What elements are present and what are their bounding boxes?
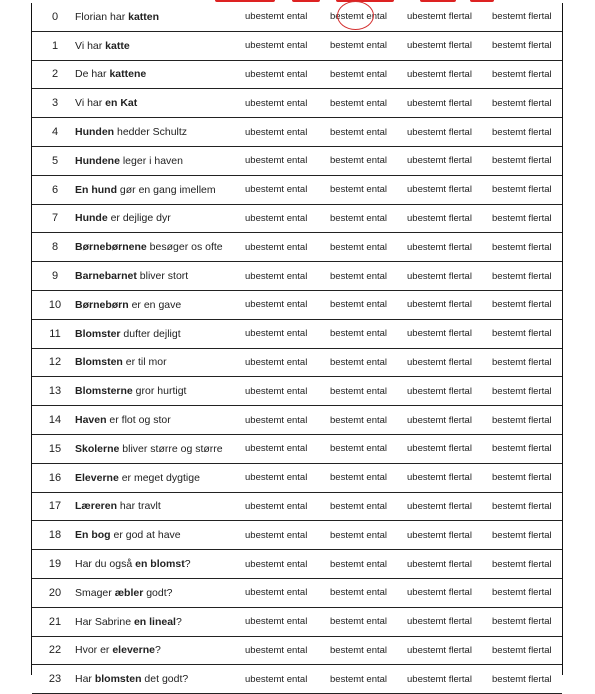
answer-option[interactable]: bestemt ental [330,587,388,599]
answer-option[interactable]: ubestemt ental [245,673,308,685]
table-row [32,579,562,608]
sentence [75,97,137,109]
sentence [75,558,191,570]
sentence [75,155,183,167]
sentence-part: besøger os ofte [146,241,223,254]
answer-option[interactable]: bestemt flertal [492,587,552,599]
table-row [32,176,562,205]
row-index: 1 [51,39,59,52]
highlighted-noun: En bog [75,529,111,542]
sentence-part: gror hurtigt [132,385,187,398]
answer-option[interactable]: bestemt ental [330,616,388,628]
answer-option[interactable]: bestemt flertal [492,414,552,426]
answer-option[interactable]: bestemt ental [330,472,388,484]
answer-option[interactable]: bestemt flertal [492,500,552,512]
answer-option[interactable]: bestemt ental [330,385,388,397]
table-row [32,320,562,349]
highlighted-noun: Læreren [75,500,118,513]
highlighted-noun: en lineal [133,615,176,628]
answer-option[interactable]: bestemt flertal [492,97,552,109]
row-index: 22 [48,644,62,657]
table-row [32,665,562,694]
answer-option[interactable]: ubestemt ental [245,212,308,224]
sentence-part: Florian har [75,10,129,23]
answer-option[interactable]: bestemt flertal [492,644,552,656]
sentence [75,500,161,512]
answer-option[interactable]: bestemt ental [330,126,388,138]
answer-option[interactable]: bestemt ental [330,558,388,570]
answer-option[interactable]: ubestemt flertal [407,500,472,512]
answer-option[interactable]: bestemt flertal [492,11,552,23]
answer-option[interactable]: bestemt ental [330,673,388,685]
highlighted-noun: En hund [75,183,117,196]
highlighted-noun: eleverne [112,644,155,657]
answer-option[interactable]: ubestemt ental [245,97,308,109]
sentence [75,616,182,628]
sentence [75,68,146,80]
sentence [75,328,181,340]
row-index: 4 [51,126,59,139]
answer-option[interactable]: ubestemt flertal [407,644,472,656]
table-row [32,406,562,435]
answer-circle-mark [337,1,374,30]
exercise-table [31,3,563,686]
sentence-part: er dejlige dyr [107,212,171,225]
answer-option[interactable]: bestemt ental [330,443,388,455]
answer-option[interactable]: bestemt flertal [492,126,552,138]
highlighted-noun: æbler [114,586,144,599]
highlighted-noun: Blomsterne [75,385,133,398]
sentence [75,126,187,138]
sentence-part: Smager [75,586,115,599]
table-row [32,3,562,32]
answer-option[interactable]: ubestemt flertal [407,126,472,138]
table-row [32,493,562,522]
answer-option[interactable]: bestemt ental [330,97,388,109]
row-index: 2 [51,68,59,81]
answer-option[interactable]: bestemt ental [330,241,388,253]
answer-option[interactable]: bestemt ental [330,328,388,340]
sentence-part: Har [75,673,95,686]
row-index: 6 [51,183,59,196]
sentence [75,587,172,599]
answer-option[interactable]: ubestemt ental [245,184,308,196]
answer-option[interactable]: ubestemt flertal [407,97,472,109]
sentence-part: leger i haven [119,154,183,167]
answer-option[interactable]: ubestemt ental [245,299,308,311]
answer-option[interactable]: bestemt ental [330,212,388,224]
table-row [32,464,562,493]
table-row [32,435,562,464]
highlighted-noun: Hunden [75,126,115,139]
answer-option[interactable]: bestemt flertal [492,472,552,484]
answer-option[interactable]: bestemt ental [330,68,388,80]
sentence [75,472,200,484]
table-row [32,521,562,550]
sentence [75,385,186,397]
sentence-part: Vi har [75,39,106,52]
row-index: 11 [49,327,61,340]
answer-option[interactable]: ubestemt ental [245,40,308,52]
sentence [75,356,167,368]
row-index: 17 [48,500,62,513]
answer-option[interactable]: ubestemt ental [245,414,308,426]
table-row [32,349,562,378]
answer-option[interactable]: bestemt ental [330,40,388,52]
row-index: 14 [48,414,62,427]
row-index: 23 [48,673,62,686]
answer-option[interactable]: ubestemt ental [245,644,308,656]
sentence-part: hedder Schultz [114,126,188,139]
sentence [75,270,188,282]
answer-option[interactable]: ubestemt flertal [407,328,472,340]
answer-option[interactable]: ubestemt flertal [407,212,472,224]
answer-option[interactable]: bestemt ental [330,644,388,656]
answer-option[interactable]: bestemt ental [330,500,388,512]
highlighted-noun: Blomsten [75,356,123,369]
answer-option[interactable]: bestemt flertal [492,673,552,685]
highlighted-noun: Barnebarnet [75,270,137,283]
answer-option[interactable]: bestemt ental [330,356,388,368]
answer-option[interactable]: ubestemt ental [245,385,308,397]
sentence-part: Vi har [75,97,106,110]
row-index: 19 [48,558,62,571]
sentence-part: det godt? [141,673,189,686]
answer-option[interactable]: bestemt flertal [492,241,552,253]
answer-option[interactable]: ubestemt flertal [407,11,472,23]
answer-option[interactable]: ubestemt ental [245,472,308,484]
answer-option[interactable]: ubestemt ental [245,68,308,80]
sentence-part: De har [75,68,110,81]
sentence-part: bliver større og større [119,442,223,455]
highlighted-noun: Hunde [75,212,108,225]
answer-option[interactable]: ubestemt ental [245,443,308,455]
answer-option[interactable]: ubestemt flertal [407,356,472,368]
sentence-part: er flot og stor [106,414,171,427]
answer-option[interactable]: bestemt ental [330,414,388,426]
answer-option[interactable]: ubestemt ental [245,587,308,599]
sentence [75,299,181,311]
sentence-part: ? [154,644,161,657]
table-row [32,637,562,666]
row-index: 20 [48,586,62,599]
answer-option[interactable]: ubestemt flertal [407,558,472,570]
answer-option[interactable]: ubestemt flertal [407,529,472,541]
sentence-part: Har Sabrine [75,615,134,628]
row-index: 3 [51,97,59,110]
sentence [75,212,171,224]
row-index: 9 [51,270,59,283]
answer-option[interactable]: ubestemt ental [245,529,308,541]
answer-option[interactable]: ubestemt flertal [407,443,472,455]
sentence-part: er god at have [110,529,181,542]
sentence-part: er meget dygtige [118,471,200,484]
table-row [32,550,562,579]
highlighted-noun: Hundene [75,154,120,167]
answer-option[interactable]: bestemt flertal [492,184,552,196]
row-index: 16 [48,471,62,484]
highlighted-noun: Eleverne [75,471,119,484]
sentence-part: Har du også [75,558,136,571]
sentence [75,11,159,23]
answer-option[interactable]: ubestemt ental [245,328,308,340]
table-row [32,61,562,90]
highlighted-noun: Børnebørn [75,298,129,311]
answer-option[interactable]: ubestemt flertal [407,587,472,599]
answer-option[interactable]: bestemt ental [330,155,388,167]
highlighted-noun: en blomst [135,558,185,571]
answer-option[interactable]: ubestemt flertal [407,155,472,167]
answer-option[interactable]: ubestemt ental [245,616,308,628]
sentence [75,443,223,455]
highlighted-noun: blomsten [94,673,142,686]
table-row [32,118,562,147]
answer-option[interactable]: ubestemt ental [245,11,308,23]
highlighted-noun: Haven [75,414,107,427]
answer-option[interactable]: bestemt flertal [492,385,552,397]
answer-option[interactable]: bestemt flertal [492,558,552,570]
answer-option[interactable]: ubestemt ental [245,356,308,368]
highlighted-noun: Blomster [75,327,121,340]
row-index: 10 [48,298,62,311]
sentence [75,241,223,253]
sentence-part: godt? [143,586,173,599]
row-index: 0 [51,10,59,23]
answer-option[interactable]: bestemt flertal [492,299,552,311]
table-row [32,608,562,637]
answer-option[interactable]: ubestemt ental [245,126,308,138]
answer-option[interactable]: ubestemt ental [245,500,308,512]
sentence-part: er til mor [122,356,167,369]
highlighted-noun: katte [105,39,130,52]
answer-option[interactable]: bestemt ental [330,184,388,196]
answer-option[interactable]: ubestemt flertal [407,241,472,253]
row-index: 12 [48,356,62,369]
table-row [32,32,562,61]
answer-option[interactable]: bestemt flertal [492,328,552,340]
highlighted-noun: en Kat [105,97,138,110]
answer-option[interactable]: ubestemt flertal [407,616,472,628]
sentence-part: dufter dejligt [120,327,181,340]
answer-option[interactable]: bestemt flertal [492,529,552,541]
answer-option[interactable]: ubestemt flertal [407,184,472,196]
sentence-part: bliver stort [136,270,189,283]
answer-option[interactable]: ubestemt ental [245,558,308,570]
table-row [32,89,562,118]
sentence [75,529,181,541]
answer-option[interactable]: ubestemt flertal [407,299,472,311]
answer-option[interactable]: bestemt flertal [492,270,552,282]
table-row [32,291,562,320]
highlighted-noun: kattene [109,68,147,81]
answer-option[interactable]: ubestemt ental [245,241,308,253]
highlighted-noun: katten [128,10,160,23]
row-index: 15 [48,442,62,455]
answer-option[interactable]: bestemt flertal [492,155,552,167]
table-row [32,205,562,234]
table-row [32,262,562,291]
sentence-part: ? [175,615,182,628]
answer-option[interactable]: bestemt flertal [492,212,552,224]
answer-option[interactable]: ubestemt flertal [407,673,472,685]
answer-option[interactable]: bestemt ental [330,11,388,23]
sentence [75,673,188,685]
answer-option[interactable]: ubestemt flertal [407,414,472,426]
answer-option[interactable]: bestemt flertal [492,616,552,628]
table-row [32,233,562,262]
row-index: 13 [48,385,62,398]
sentence-part: har travlt [117,500,161,513]
answer-option[interactable]: ubestemt flertal [407,40,472,52]
answer-option[interactable]: bestemt ental [330,270,388,282]
sentence [75,40,130,52]
answer-option[interactable]: ubestemt flertal [407,472,472,484]
highlighted-noun: Børnebørnene [75,241,147,254]
table-row [32,147,562,176]
answer-option[interactable]: ubestemt flertal [407,270,472,282]
sentence-part: gør en gang imellem [117,183,216,196]
sentence [75,414,171,426]
answer-option[interactable]: ubestemt flertal [407,68,472,80]
answer-option[interactable]: bestemt flertal [492,356,552,368]
answer-option[interactable]: bestemt ental [330,529,388,541]
answer-option[interactable]: ubestemt ental [245,155,308,167]
answer-option[interactable]: bestemt flertal [492,40,552,52]
row-index: 21 [48,615,62,628]
sentence-part: er en gave [128,298,182,311]
sentence-part: Hvor er [75,644,113,657]
answer-option[interactable]: bestemt flertal [492,68,552,80]
row-index: 5 [51,154,59,167]
sentence [75,644,161,656]
answer-option[interactable]: bestemt ental [330,299,388,311]
sentence-part: ? [184,558,191,571]
row-index: 18 [48,529,62,542]
answer-option[interactable]: ubestemt ental [245,270,308,282]
highlighted-noun: Skolerne [75,442,120,455]
table-row [32,377,562,406]
row-index: 7 [51,212,59,225]
sentence [75,184,216,196]
answer-option[interactable]: ubestemt flertal [407,385,472,397]
answer-option[interactable]: bestemt flertal [492,443,552,455]
row-index: 8 [51,241,59,254]
